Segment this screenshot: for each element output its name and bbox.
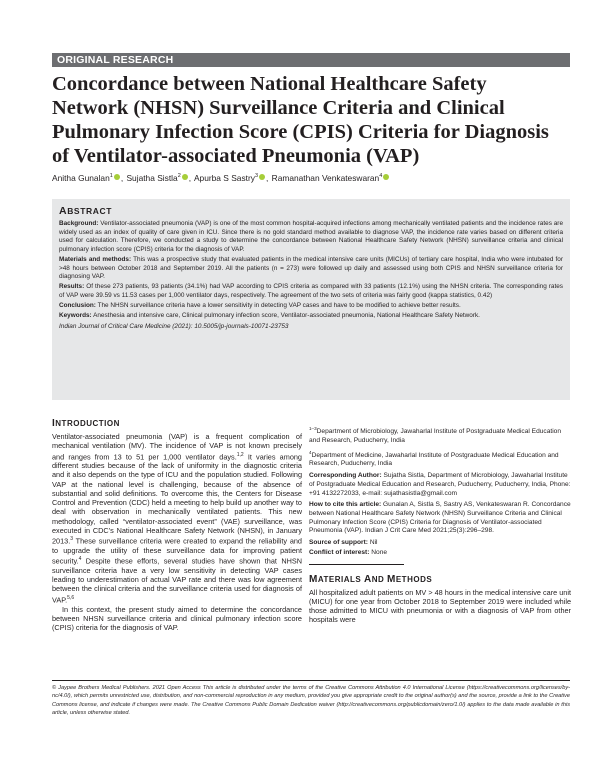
conflict-of-interest-label: Conflict of interest: [309, 548, 370, 556]
abstract-results-text: Of these 273 patients, 93 patients (34.1%) had VAP according to CPIS criteria as compared with 33 patients (12.1%) using the NHSN criteria. The corresponding rates of VAP were 39.59 vs 11.53 cases per 1,000 ventilator days, respectively. The agreement of the two sets of criteria was fairly good (kappa statistics, 0.42) [59, 283, 564, 299]
author-name: Ramanathan Venkateswaran [271, 172, 380, 183]
abstract-heading [59, 205, 563, 217]
methods-heading-part: M [387, 573, 396, 585]
section-label: ORIGINAL RESEARCH [52, 53, 570, 67]
abstract-methods [59, 256, 563, 282]
methods-heading-part: ETHODS [395, 574, 433, 584]
section-divider [309, 564, 404, 565]
abstract-background-label: Background: [59, 220, 99, 227]
affiliation-number: 1–3 [309, 426, 317, 431]
introduction-text: Ventilator-associated pneumonia (VAP) is a frequent complication of mechanical ventilation (MV). The incidence of VAP is not known precisely and ranges from 13 to 51 per 1,000 ventilator days. [52, 432, 302, 461]
affiliation-text: Department of Medicine, Jawaharlal Institute of Postgraduate Medical Education and Research, Puducherry, India [309, 451, 559, 468]
left-column [52, 418, 302, 632]
orcid-icon[interactable] [114, 174, 120, 180]
methods-heading-part: M [309, 573, 318, 585]
author-list [52, 171, 567, 184]
how-to-cite-text: Gunalan A, Sistla S, Sastry AS, Venkateswaran R. Concordance between National Healthcare Safety Network (NHSN) Surveillance Criteria and Clinical Pulmonary Infection Score (CPIS) Criteria for Diagnosis of Ventilator-associated Pneumonia (VAP). Indian J Crit Care Med 2021;25(3):296–298. [309, 501, 571, 535]
abstract-conclusion-label: Conclusion: [59, 302, 96, 310]
abstract-methods-text: This was a prospective study that evaluated patients in the medical intensive care units (MICUs) of tertiary care hospital, India who were intubated for >48 hours between October 2018 and September 2019. All the patients (n = 273) were followed up daily and assessed using both CPIS and NHSN surveillance criteria for diagnosing VAP. [59, 255, 563, 281]
abstract-background-text: Ventilator-associated pneumonia (VAP) is one of the most common hospital-acquired infections among mechanically ventilated patients and the incidence rates are widely used as an index of quality of care given in ICU. Since there is no gold standard method available to diagnose VAP, the incidence rate varies based on different criteria used for calculation. Therefore, we conducted a study to determine the concordance between National Healthcare Safety Network (NHSN) surveillance criteria and clinical pulmonary infection score (CPIS) criteria for the diagnosis of VAP. [59, 220, 563, 253]
conflict-of-interest [309, 549, 571, 558]
orcid-icon[interactable] [182, 174, 188, 180]
how-to-cite-label: How to cite this article: [309, 501, 382, 509]
corresponding-author-label: Corresponding Author: [309, 472, 382, 480]
corresponding-author-text: Sujatha Sistla, Department of Microbiology, Jawaharlal Institute of Postgraduate Medical Education and Research, Puducherry, Puducherry, India, Phone: +91 4132272033, e-mail: sujathasistla@gmail.com [309, 472, 571, 497]
author-separator: , [266, 172, 269, 183]
author-name: Anitha Gunalan [52, 172, 110, 183]
reference-marker[interactable]: 4 [78, 556, 82, 563]
introduction-heading-rest: NTRODUCTION [55, 419, 120, 428]
author-separator: , [120, 172, 124, 183]
source-of-support-value: Nil [369, 539, 378, 547]
author-affiliation-number: 2 [177, 173, 181, 179]
abstract-conclusion-text: The NHSN surveillance criteria have a lower sensitivity in detecting VAP cases and have to be modified to achieve better results. [97, 302, 461, 310]
abstract-conclusion [59, 302, 563, 311]
author [126, 173, 187, 183]
source-of-support [309, 539, 571, 548]
author [194, 173, 265, 183]
reference-marker[interactable]: 5,6 [67, 594, 75, 601]
abstract-keywords [59, 312, 563, 321]
source-of-support-label: Source of support: [309, 539, 368, 547]
orcid-icon[interactable] [259, 174, 265, 180]
abstract-methods-label: Materials and methods: [59, 255, 132, 263]
reference-marker[interactable]: 3 [70, 536, 74, 543]
author-affiliation-number: 4 [379, 173, 383, 179]
author [52, 173, 120, 183]
affiliation-text: Department of Microbiology, Jawaharlal Institute of Postgraduate Medical Education and Research, Puducherry, India [309, 428, 562, 444]
author-separator: , [188, 172, 192, 183]
abstract-box [52, 199, 570, 400]
author-affiliation-number: 3 [254, 173, 258, 179]
footer-divider [52, 680, 570, 681]
article-title: Concordance between National Healthcare Safety Network (NHSN) Surveillance Criteria and Clinical Pulmonary Infection Score (CPIS) Criteria for Diagnosis of Ventilator-associated Pneumonia (VAP) [52, 73, 549, 167]
introduction-paragraph: In this context, the present study aimed to determine the concordance between NHSN surveillance criteria and clinical pulmonary infection score (CPIS) criteria for the diagnosis of VAP. [52, 604, 302, 633]
author-affiliation-number: 1 [109, 173, 113, 179]
methods-heading-part: ATERIALS [317, 574, 364, 584]
introduction-paragraph [52, 432, 302, 604]
affiliation [309, 425, 571, 446]
abstract-heading-initial: A [59, 205, 68, 217]
abstract-results-label: Results: [59, 283, 85, 291]
right-column [309, 425, 571, 625]
abstract-background [59, 220, 563, 254]
methods-paragraph: All hospitalized adult patients on MV > 48 hours in the medical intensive care unit (MICU) for one year from October 2018 to September 2019 were included while those admitted to MICU with pneumonia or with a diagnosis of VAP from other hospitals were [309, 587, 571, 625]
license-footer: © Jaypee Brothers Medical Publishers. 2021 Open Access This article is distributed under the terms of the Creative Commons Attribution 4.0 International License (https://creativecommons.org/licenses/by-nc/4.0/), which permits unrestricted use, distribution, and non-commercial reproduction in any medium, provided you give appropriate credit to the original author(s) and the source, provide a link to the Creative Commons license, and indicate if changes were made. The Creative Commons Public Domain Dedication waiver (http://creativecommons.org/publicdomain/zero/1.0/) applies to the data made available in this article, unless otherwise stated. [52, 685, 570, 716]
methods-heading-part: A [363, 573, 372, 585]
journal-citation: Indian Journal of Critical Care Medicine (2021): 10.5005/jp-journals-10071-23753 [59, 322, 289, 330]
introduction-heading [52, 418, 302, 429]
how-to-cite [309, 501, 571, 536]
author-name: Apurba S Sastry [193, 172, 255, 183]
introduction-heading-initial: I [52, 418, 56, 429]
introduction-text: Despite these efforts, several studies have shown that NHSN surveillance criteria have a very low sensitivity in detecting VAP cases leading to underestimation of actual VAP rate and there was low agreement between the clinical criteria and the surveillance criteria used for diagnosis of VAP. [52, 556, 302, 604]
orcid-icon[interactable] [383, 174, 389, 180]
abstract-heading-rest: BSTRACT [67, 206, 112, 216]
affiliation [309, 449, 571, 470]
affiliation-number: 4 [309, 449, 312, 455]
conflict-of-interest-value: None [371, 548, 388, 556]
corresponding-author [309, 472, 571, 498]
methods-heading-part: ND [371, 574, 387, 584]
author [272, 173, 390, 183]
author-name: Sujatha Sistla [126, 172, 178, 183]
introduction-text: It varies among different studies because of the lack of uniformity in the diagnostic criteria and it also depends on the type of ICU and the population studied. Following VAP at the national level is challenging, because of the absence of substantial and solid definitions. To overcome this, the Centers for Disease Control and Prevention (CDC) held a meeting to help build up another way to deal with observation in mechanically ventilated patients. This new methodology, called “ventilator-associated event” (VAE) surveillance, was executed in CDC’s National Healthcare Safety Network (NHSN), in January 2013. [52, 451, 302, 546]
abstract-keywords-text: Anesthesia and intensive care, Clinical pulmonary infection score, Ventilator-associated pneumonia, National Healthcare Safety Network. [93, 312, 480, 320]
abstract-results [59, 283, 563, 300]
abstract-keywords-label: Keywords: [59, 312, 92, 320]
reference-marker[interactable]: 1,2 [236, 451, 244, 458]
introduction-text: These surveillance criteria were created to expand the reliability and to upgrade the utility of these surveillance data for improving patient security. [52, 536, 302, 566]
methods-heading [309, 574, 571, 585]
